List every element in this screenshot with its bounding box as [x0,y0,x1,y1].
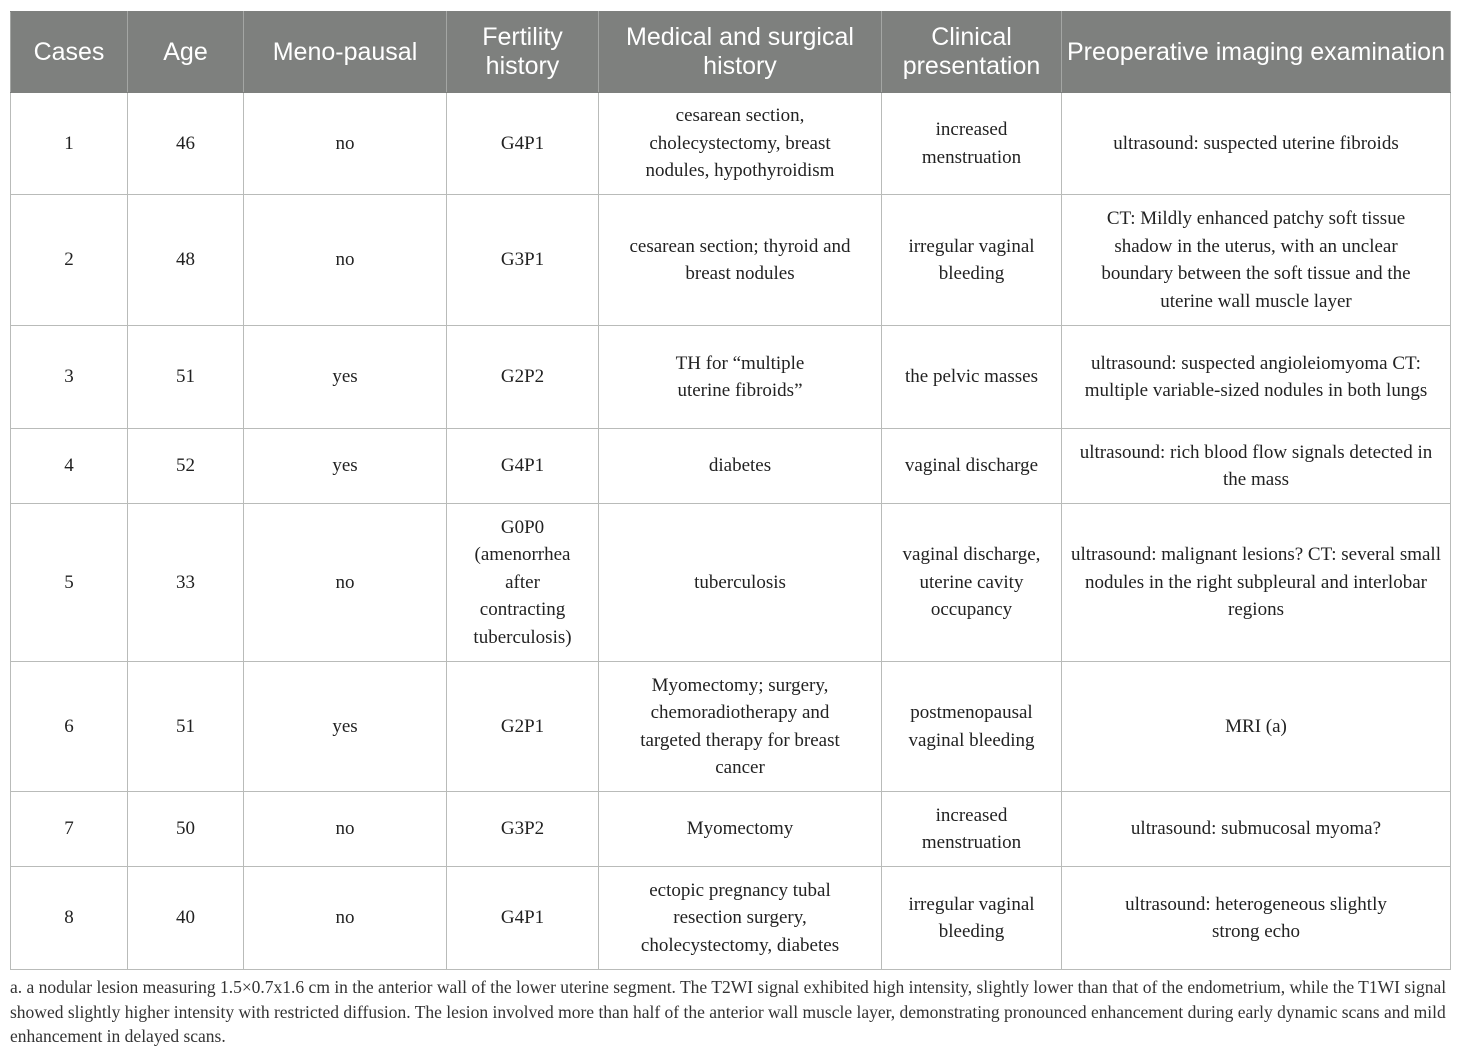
cell-age: 40 [128,867,244,970]
cell-menopausal: no [244,195,447,326]
table-body [11,93,1451,970]
case-table [10,11,1451,970]
cell-fertility: G3P1 [447,195,599,326]
header-preoperative-imaging: Preoperative imaging examination [1062,12,1451,93]
header-cases: Cases [11,12,128,93]
cell-presentation: irregular vaginal bleeding [882,195,1062,326]
header-row [11,12,1451,93]
cell-imaging: ultrasound: submucosal myoma? [1062,792,1451,867]
cell-menopausal: yes [244,326,447,429]
cell-presentation: increased menstruation [882,792,1062,867]
table-row [11,326,1451,429]
table-row [11,429,1451,504]
cell-history: Myomectomy [599,792,882,867]
cell-case: 7 [11,792,128,867]
cell-fertility: G4P1 [447,867,599,970]
cell-imaging: ultrasound: suspected uterine fibroids [1062,93,1451,195]
cell-imaging: ultrasound: rich blood flow signals detected in the mass [1062,429,1451,504]
cell-age: 46 [128,93,244,195]
cell-case: 5 [11,504,128,662]
cell-age: 50 [128,792,244,867]
cell-case: 3 [11,326,128,429]
cell-case: 4 [11,429,128,504]
header-medical-surgical-history: Medical and surgical history [599,12,882,93]
cell-presentation: vaginal discharge, uterine cavity occupancy [882,504,1062,662]
cell-menopausal: yes [244,662,447,792]
cell-age: 52 [128,429,244,504]
cell-case: 2 [11,195,128,326]
table-row [11,93,1451,195]
cell-fertility: G0P0 (amenorrhea after contracting tuberculosis) [447,504,599,662]
header-clinical-presentation: Clinical presentation [882,12,1062,93]
cell-menopausal: yes [244,429,447,504]
cell-fertility: G2P2 [447,326,599,429]
cell-fertility: G4P1 [447,429,599,504]
table-row [11,662,1451,792]
cell-menopausal: no [244,792,447,867]
table-row [11,792,1451,867]
cell-history: diabetes [599,429,882,504]
cell-history: Myomectomy; surgery, chemoradiotherapy and targeted therapy for breast cancer [599,662,882,792]
cell-age: 33 [128,504,244,662]
cell-history: cesarean section, cholecystectomy, breast nodules, hypothyroidism [599,93,882,195]
cell-fertility: G4P1 [447,93,599,195]
cell-fertility: G3P2 [447,792,599,867]
cell-presentation: increased menstruation [882,93,1062,195]
cell-age: 51 [128,326,244,429]
cell-history: cesarean section; thyroid and breast nodules [599,195,882,326]
cell-history: tuberculosis [599,504,882,662]
cell-menopausal: no [244,867,447,970]
cell-presentation: postmenopausal vaginal bleeding [882,662,1062,792]
cell-presentation: vaginal discharge [882,429,1062,504]
table-footnote: a. a nodular lesion measuring 1.5×0.7x1.6 cm in the anterior wall of the lower uterine segment. The T2WI signal exhibited high intensity, slightly lower than that of the endometrium, while the T1WI signal showed slightly higher intensity with restricted diffusion. The lesion involved more than half of the anterior wall muscle layer, demonstrating pronounced enhancement during early dynamic scans and mild enhancement in delayed scans. [10,977,1447,1046]
cell-imaging: ultrasound: suspected angioleiomyoma CT: multiple variable-sized nodules in both lungs [1062,326,1451,429]
header-fertility-history: Fertility history [447,12,599,93]
table-row [11,195,1451,326]
cell-case: 6 [11,662,128,792]
cell-imaging: CT: Mildly enhanced patchy soft tissue shadow in the uterus, with an unclear boundary between the soft tissue and the uterine wall muscle layer [1062,195,1451,326]
cell-age: 48 [128,195,244,326]
table-row [11,867,1451,970]
header-menopausal: Meno-pausal [244,12,447,93]
cell-imaging: ultrasound: heterogeneous slightly strong echo [1062,867,1451,970]
table-container [10,11,1450,970]
cell-age: 51 [128,662,244,792]
cell-case: 8 [11,867,128,970]
cell-imaging: ultrasound: malignant lesions? CT: several small nodules in the right subpleural and interlobar regions [1062,504,1451,662]
cell-fertility: G2P1 [447,662,599,792]
cell-menopausal: no [244,504,447,662]
cell-menopausal: no [244,93,447,195]
cell-imaging: MRI (a) [1062,662,1451,792]
cell-presentation: the pelvic masses [882,326,1062,429]
table-row [11,504,1451,662]
cell-history: TH for “multiple uterine fibroids” [599,326,882,429]
header-age: Age [128,12,244,93]
table-header [11,12,1451,93]
cell-history: ectopic pregnancy tubal resection surgery, cholecystectomy, diabetes [599,867,882,970]
cell-presentation: irregular vaginal bleeding [882,867,1062,970]
cell-case: 1 [11,93,128,195]
